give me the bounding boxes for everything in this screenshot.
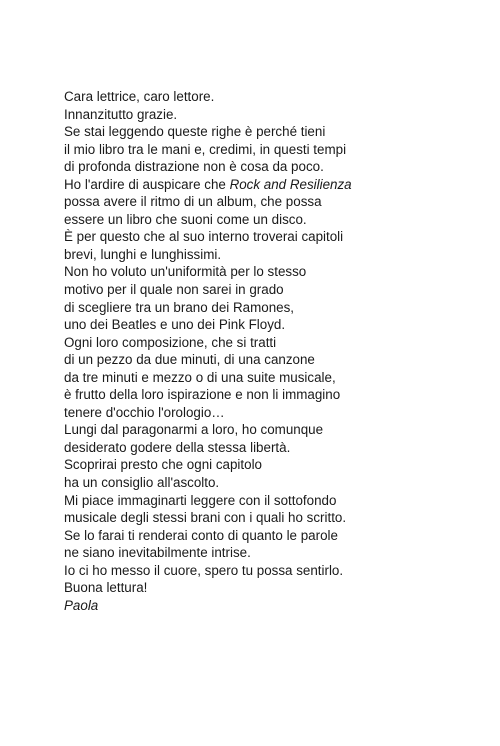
text-line: di un pezzo da due minuti, di una canzone: [64, 352, 315, 368]
text-line-prefix: Ho l'ardire di auspicare che: [64, 176, 230, 192]
text-line: essere un libro che suoni come un disco.: [64, 211, 307, 227]
text-line: Se lo farai ti renderai conto di quanto le parole: [64, 527, 338, 543]
text-line: Se stai leggendo queste righe è perché tieni: [64, 124, 326, 140]
text-line: Innanzitutto grazie.: [64, 106, 178, 122]
text-line: brevi, lunghi e lunghissimi.: [64, 246, 222, 262]
text-line: Scoprirai presto che ogni capitolo: [64, 457, 262, 473]
text-line: ha un consiglio all'ascolto.: [64, 475, 220, 491]
book-title: Rock and Resilienza: [229, 176, 352, 192]
text-line: da tre minuti e mezzo o di una suite musicale,: [64, 369, 336, 385]
text-line: di scegliere tra un brano dei Ramones,: [64, 299, 295, 315]
text-line: il mio libro tra le mani e, credimi, in questi tempi: [64, 141, 347, 157]
text-line: uno dei Beatles e uno dei Pink Floyd.: [64, 317, 286, 333]
text-line: ne siano inevitabilmente intrise.: [64, 545, 251, 561]
text-line: tenere d'occhio l'orologio…: [64, 404, 225, 420]
letter-text: [64, 88, 484, 614]
text-line: È per questo che al suo interno troverai capitoli: [64, 229, 344, 245]
text-line: Lungi dal paragonarmi a loro, ho comunque: [64, 422, 324, 438]
text-line: possa avere il ritmo di un album, che possa: [64, 194, 322, 210]
closing-line: Buona lettura!: [64, 580, 148, 596]
text-line: è frutto della loro ispirazione e non li immagino: [64, 387, 341, 403]
text-line: Io ci ho messo il cuore, spero tu possa sentirlo.: [64, 562, 344, 578]
text-line: desiderato godere della stessa libertà.: [64, 439, 291, 455]
text-line-with-title: [64, 176, 484, 194]
text-line: motivo per il quale non sarei in grado: [64, 282, 284, 298]
greeting-line: Cara lettrice, caro lettore.: [64, 89, 215, 104]
text-line: musicale degli stessi brani con i quali ho scritto.: [64, 510, 347, 526]
signature: Paola: [64, 597, 99, 613]
text-line: Ogni loro composizione, che si tratti: [64, 334, 277, 350]
text-line: di profonda distrazione non è cosa da poco.: [64, 159, 324, 175]
text-line: Mi piace immaginarti leggere con il sottofondo: [64, 492, 337, 508]
text-line: Non ho voluto un'uniformità per lo stesso: [64, 264, 307, 280]
